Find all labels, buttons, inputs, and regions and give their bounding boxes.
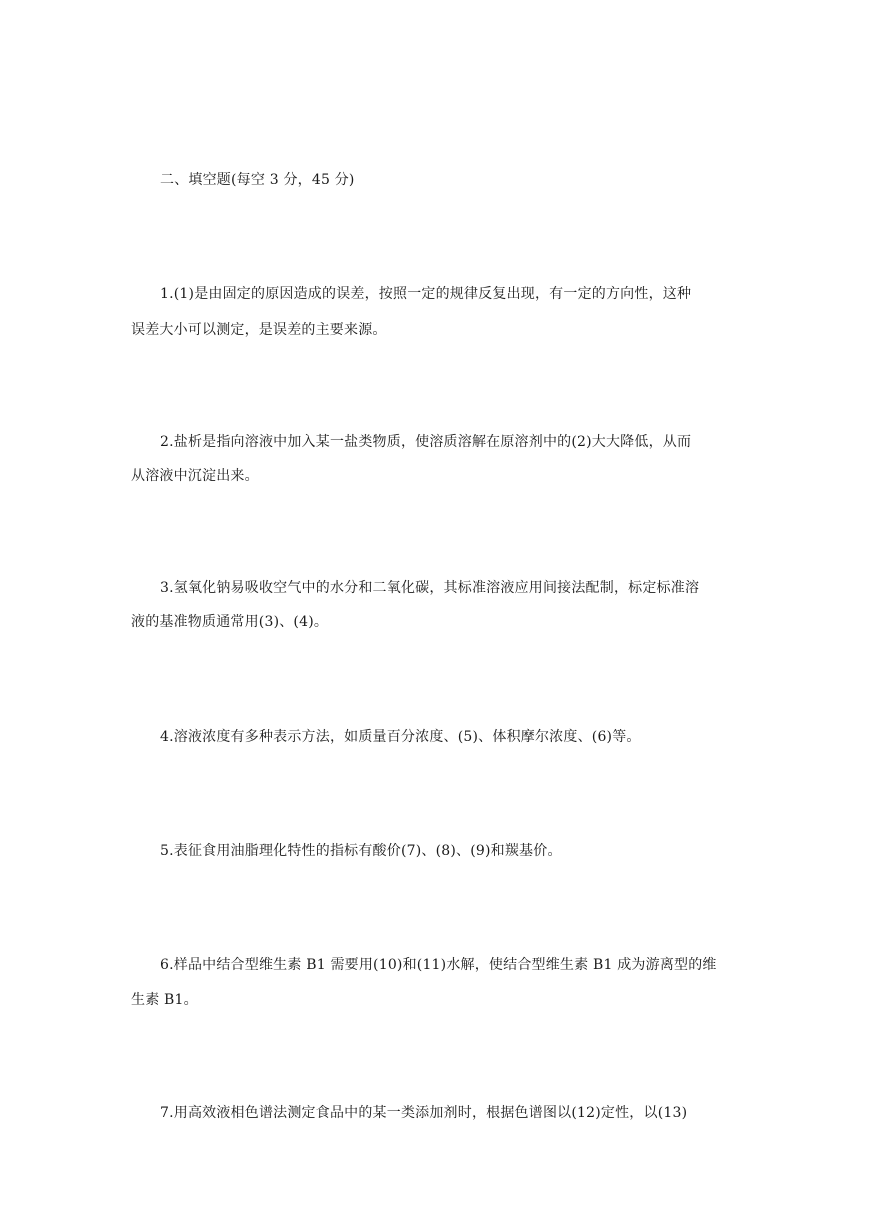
question-1-line-1: 1.(1)是由固定的原因造成的误差，按照一定的规律反复出现，有一定的方向性，这种	[160, 286, 692, 302]
section-heading: 二、填空题(每空 3 分，45 分)	[160, 172, 355, 188]
question-3-line-2: 液的基准物质通常用(3)、(4)。	[131, 614, 329, 630]
question-7-line-1: 7.用高效液相色谱法测定食品中的某一类添加剂时，根据色谱图以(12)定性，以(13)	[160, 1105, 688, 1121]
question-5-line-1: 5.表征食用油脂理化特性的指标有酸价(7)、(8)、(9)和羰基价。	[160, 843, 562, 859]
question-6-line-1: 6.样品中结合型维生素 B1 需要用(10)和(11)水解，使结合型维生素 B1 成为游离型的维	[160, 957, 717, 973]
question-1-line-2: 误差大小可以测定，是误差的主要来源。	[131, 322, 387, 338]
question-3-line-1: 3.氢氧化钠易吸收空气中的水分和二氧化碳，其标准溶液应用间接法配制，标定标准溶	[160, 580, 700, 596]
question-2-line-1: 2.盐析是指向溶液中加入某一盐类物质，使溶质溶解在原溶剂中的(2)大大降低，从而	[160, 434, 692, 450]
question-2-line-2: 从溶液中沉淀出来。	[131, 468, 259, 484]
question-4-line-1: 4.溶液浓度有多种表示方法，如质量百分浓度、(5)、体积摩尔浓度、(6)等。	[160, 729, 641, 745]
question-6-line-2: 生素 B1。	[131, 992, 198, 1008]
